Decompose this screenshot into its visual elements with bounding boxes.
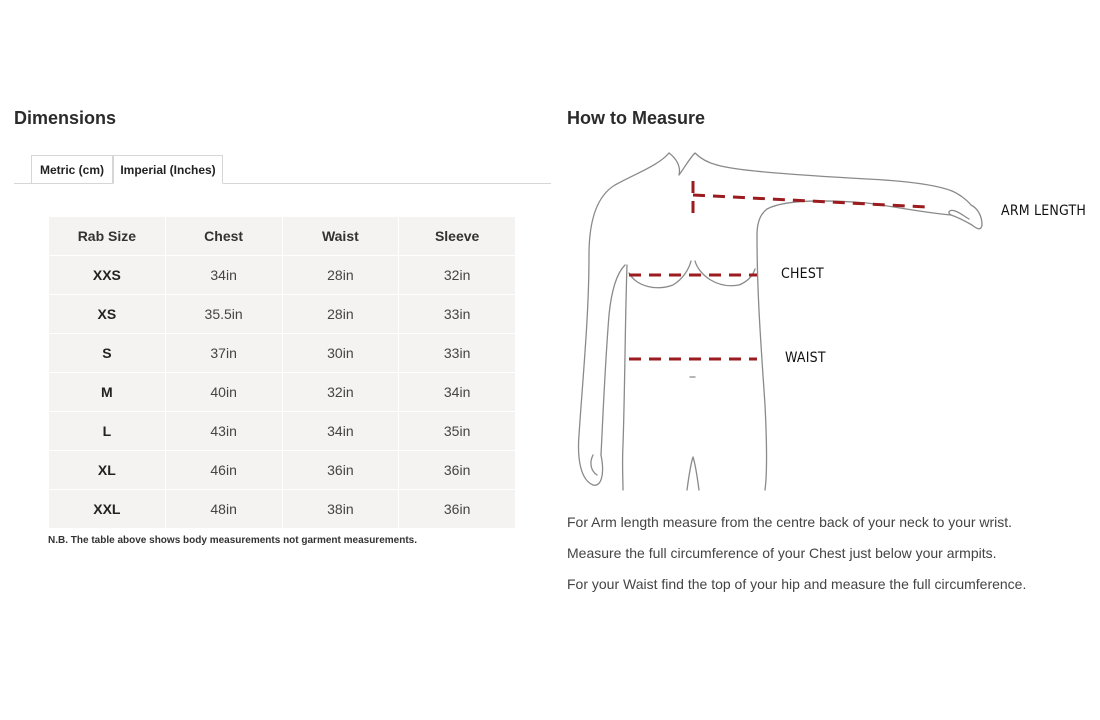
header-sleeve: Sleeve [399, 217, 516, 256]
chest-cell: 48in [165, 490, 282, 529]
waist-cell: 38in [282, 490, 399, 529]
arm-length-instruction: For Arm length measure from the centre back of your neck to your wrist. [567, 514, 1013, 530]
waist-instruction: For your Waist find the top of your hip and measure the full circumference. [567, 576, 1027, 592]
body-measurement-diagram [567, 145, 1097, 495]
measurement-note: N.B. The table above shows body measurements not garment measurements. [48, 535, 417, 546]
waist-cell: 36in [282, 451, 399, 490]
waist-cell: 28in [282, 256, 399, 295]
table-row [49, 412, 516, 451]
waist-cell: 34in [282, 412, 399, 451]
hand-outline [949, 210, 982, 228]
left-torso-outline [623, 265, 627, 490]
chest-cell: 46in [165, 451, 282, 490]
waist-cell: 28in [282, 295, 399, 334]
left-inner-arm-outline [601, 265, 625, 455]
table-row [49, 490, 516, 529]
size-cell: L [49, 412, 166, 451]
waist-label: WAIST [785, 350, 826, 366]
header-rab-size: Rab Size [49, 217, 166, 256]
body-outline-illustration [567, 145, 1097, 495]
size-cell: XXS [49, 256, 166, 295]
table-header-row [49, 217, 516, 256]
chest-cell: 35.5in [165, 295, 282, 334]
sleeve-cell: 33in [399, 295, 516, 334]
tab-metric[interactable]: Metric (cm) [31, 155, 113, 183]
sleeve-cell: 36in [399, 451, 516, 490]
measurement-lines [629, 181, 927, 359]
sleeve-cell: 33in [399, 334, 516, 373]
dimensions-title: Dimensions [14, 108, 117, 128]
size-cell: XL [49, 451, 166, 490]
table-row [49, 295, 516, 334]
left-hand-detail [591, 455, 597, 475]
table-row [49, 451, 516, 490]
chest-cell: 37in [165, 334, 282, 373]
right-chest-contour [695, 261, 755, 286]
chest-cell: 43in [165, 412, 282, 451]
header-waist: Waist [282, 217, 399, 256]
chest-cell: 34in [165, 256, 282, 295]
sleeve-cell: 32in [399, 256, 516, 295]
size-cell: XXL [49, 490, 166, 529]
table-row [49, 334, 516, 373]
tab-imperial[interactable]: Imperial (Inches) [113, 155, 223, 184]
size-cell: S [49, 334, 166, 373]
size-cell: M [49, 373, 166, 412]
waist-cell: 32in [282, 373, 399, 412]
sleeve-cell: 34in [399, 373, 516, 412]
unit-tabs [14, 155, 551, 184]
neck-outline [669, 153, 717, 175]
chest-cell: 40in [165, 373, 282, 412]
size-cell: XS [49, 295, 166, 334]
right-torso-outline [757, 235, 767, 490]
header-chest: Chest [165, 217, 282, 256]
sleeve-cell: 36in [399, 490, 516, 529]
table-row [49, 373, 516, 412]
chest-label: CHEST [781, 266, 824, 282]
size-table [48, 216, 516, 529]
waist-cell: 30in [282, 334, 399, 373]
body-outline [579, 153, 982, 490]
chest-instruction: Measure the full circumference of your Chest just below your armpits. [567, 545, 997, 561]
sleeve-cell: 35in [399, 412, 516, 451]
how-to-measure-title: How to Measure [567, 108, 706, 128]
table-row [49, 256, 516, 295]
arm-length-label: ARM LENGTH [1001, 203, 1087, 219]
crotch-outline [687, 457, 699, 490]
arm-top-outline [717, 165, 982, 225]
